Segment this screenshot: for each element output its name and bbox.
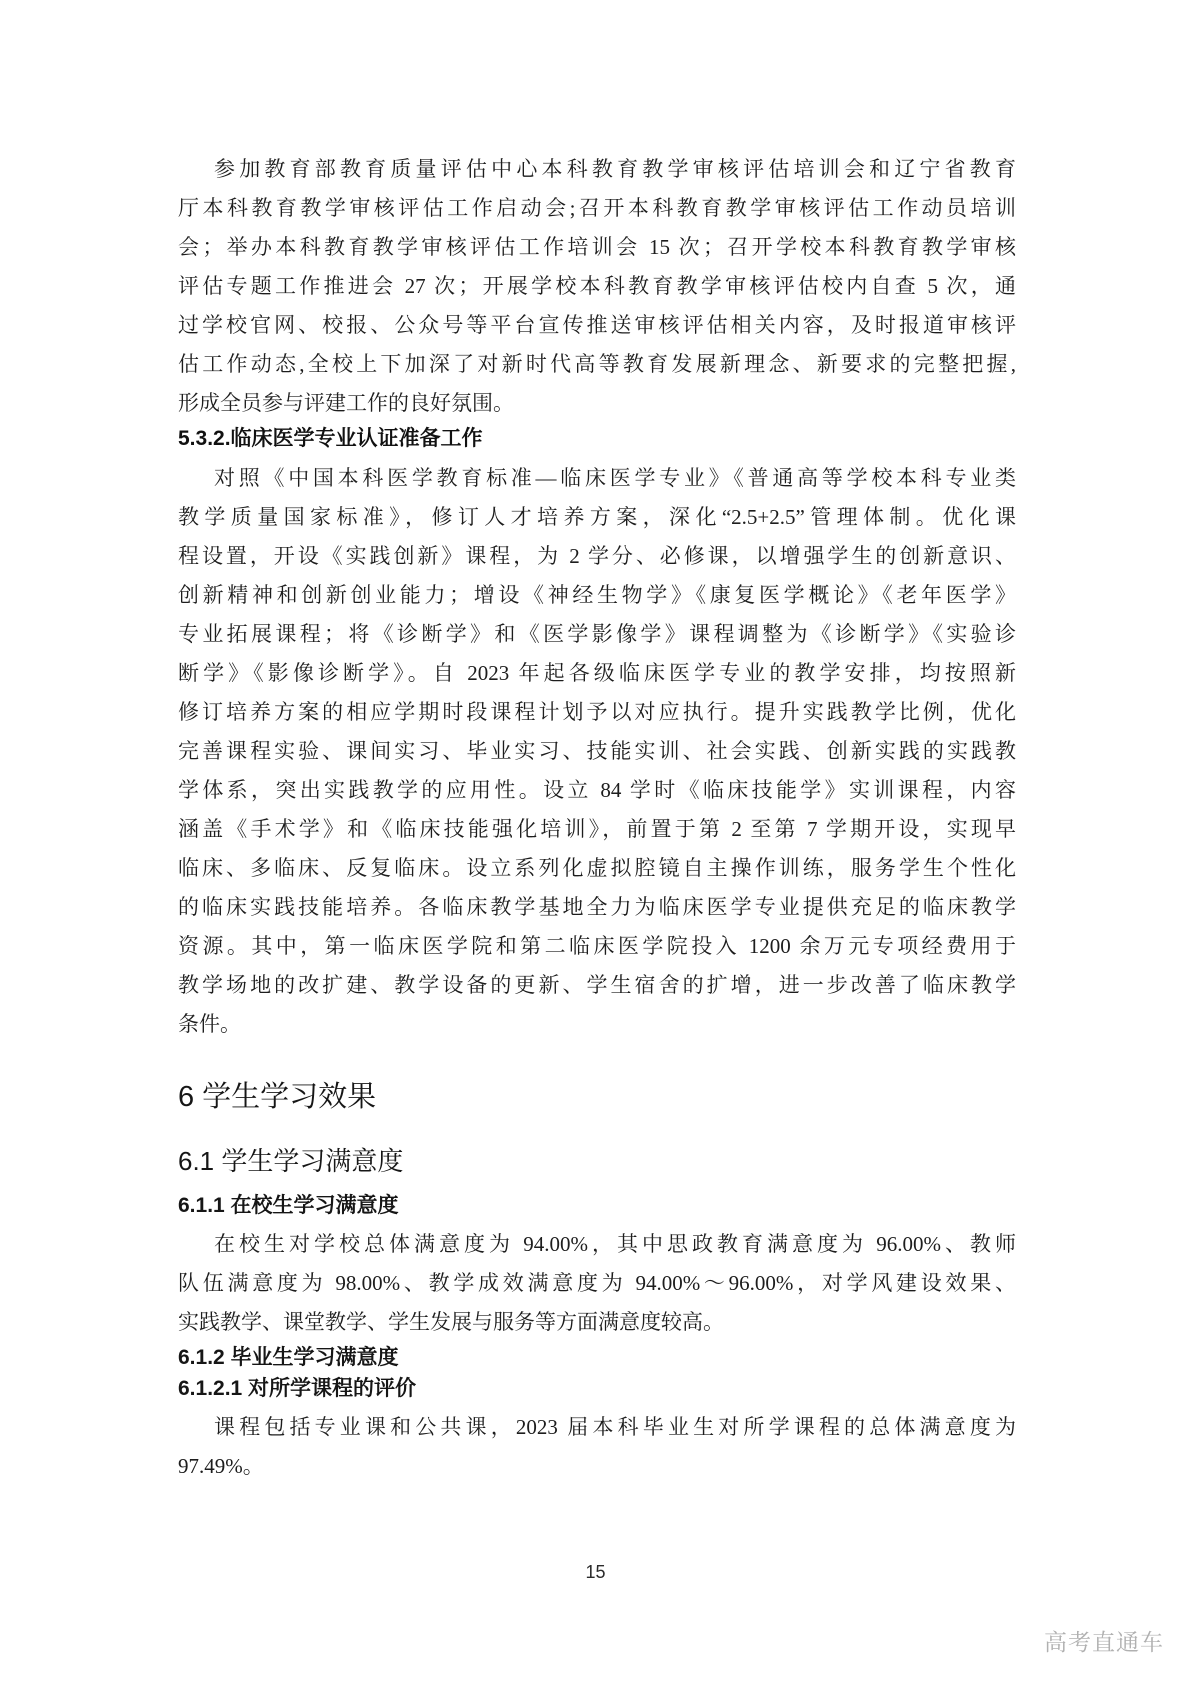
paragraph-audit-evaluation bbox=[178, 150, 1016, 423]
body-line: 在校生对学校总体满意度为 94.00%，其中思政教育满意度为 96.00%、教师 bbox=[214, 1232, 1016, 1256]
body-line: 资源。其中，第一临床医学院和第二临床医学院投入 1200 余万元专项经费用于 bbox=[178, 934, 1016, 958]
page-number: 15 bbox=[585, 1562, 606, 1582]
body-line: 条件。 bbox=[178, 1012, 241, 1036]
heading-6: 6 学生学习效果 bbox=[178, 1081, 377, 1113]
body-line: 97.49%。 bbox=[178, 1454, 264, 1478]
paragraph-graduate-course-evaluation bbox=[178, 1408, 1016, 1486]
body-line: 程设置，开设《实践创新》课程，为 2 学分、必修课，以增强学生的创新意识、 bbox=[178, 544, 1016, 568]
body-line: 厅本科教育教学审核评估工作启动会;召开本科教育教学审核评估工作动员培训 bbox=[178, 196, 1016, 220]
body-line: 教学质量国家标准》，修订人才培养方案，深化“2.5+2.5”管理体制。优化课 bbox=[178, 505, 1016, 529]
body-line: 断学》《影像诊断学》。自 2023 年起各级临床医学专业的教学安排，均按照新 bbox=[178, 661, 1016, 685]
body-line: 估工作动态,全校上下加深了对新时代高等教育发展新理念、新要求的完整把握, bbox=[178, 352, 1016, 376]
heading-6-1-1: 6.1.1 在校生学习满意度 bbox=[178, 1194, 399, 1217]
body-line: 临床、多临床、反复临床。设立系列化虚拟腔镜自主操作训练，服务学生个性化 bbox=[178, 856, 1016, 880]
heading-6-1: 6.1 学生学习满意度 bbox=[178, 1146, 404, 1176]
body-line: 创新精神和创新创业能力；增设《神经生物学》《康复医学概论》《老年医学》 bbox=[178, 583, 1016, 607]
watermark: 高考直通车 bbox=[1044, 1629, 1164, 1655]
body-line: 教学场地的改扩建、教学设备的更新、学生宿舍的扩增，进一步改善了临床教学 bbox=[178, 973, 1016, 997]
body-line: 队伍满意度为 98.00%、教学成效满意度为 94.00%～96.00%，对学风建设效果、 bbox=[178, 1271, 1016, 1295]
body-line: 修订培养方案的相应学期时段课程计划予以对应执行。提升实践教学比例，优化 bbox=[178, 700, 1016, 724]
body-line: 实践教学、课堂教学、学生发展与服务等方面满意度较高。 bbox=[178, 1310, 724, 1334]
heading-5-3-2: 5.3.2.临床医学专业认证准备工作 bbox=[178, 427, 483, 450]
body-line: 的临床实践技能培养。各临床教学基地全力为临床医学专业提供充足的临床教学 bbox=[178, 895, 1016, 919]
body-line: 专业拓展课程；将《诊断学》和《医学影像学》课程调整为《诊断学》《实验诊 bbox=[178, 622, 1016, 646]
page-content bbox=[178, 150, 1016, 1486]
body-line: 参加教育部教育质量评估中心本科教育教学审核评估培训会和辽宁省教育 bbox=[214, 157, 1016, 181]
paragraph-enrolled-satisfaction bbox=[178, 1225, 1016, 1342]
body-line: 涵盖《手术学》和《临床技能强化培训》，前置于第 2 至第 7 学期开设，实现早 bbox=[178, 817, 1016, 841]
body-line: 课程包括专业课和公共课，2023 届本科毕业生对所学课程的总体满意度为 bbox=[214, 1415, 1016, 1439]
heading-6-1-2-1: 6.1.2.1 对所学课程的评价 bbox=[178, 1377, 417, 1400]
body-line: 完善课程实验、课间实习、毕业实习、技能实训、社会实践、创新实践的实践教 bbox=[178, 739, 1016, 763]
body-line: 形成全员参与评建工作的良好氛围。 bbox=[178, 391, 514, 415]
heading-6-1-2: 6.1.2 毕业生学习满意度 bbox=[178, 1346, 399, 1369]
paragraph-clinical-certification bbox=[178, 459, 1016, 1044]
body-line: 评估专题工作推进会 27 次；开展学校本科教育教学审核评估校内自查 5 次，通 bbox=[178, 274, 1016, 298]
body-line: 学体系，突出实践教学的应用性。设立 84 学时《临床技能学》实训课程，内容 bbox=[178, 778, 1016, 802]
body-line: 对照《中国本科医学教育标准—临床医学专业》《普通高等学校本科专业类 bbox=[214, 466, 1016, 490]
body-line: 过学校官网、校报、公众号等平台宣传推送审核评估相关内容，及时报道审核评 bbox=[178, 313, 1016, 337]
body-line: 会；举办本科教育教学审核评估工作培训会 15 次；召开学校本科教育教学审核 bbox=[178, 235, 1016, 259]
